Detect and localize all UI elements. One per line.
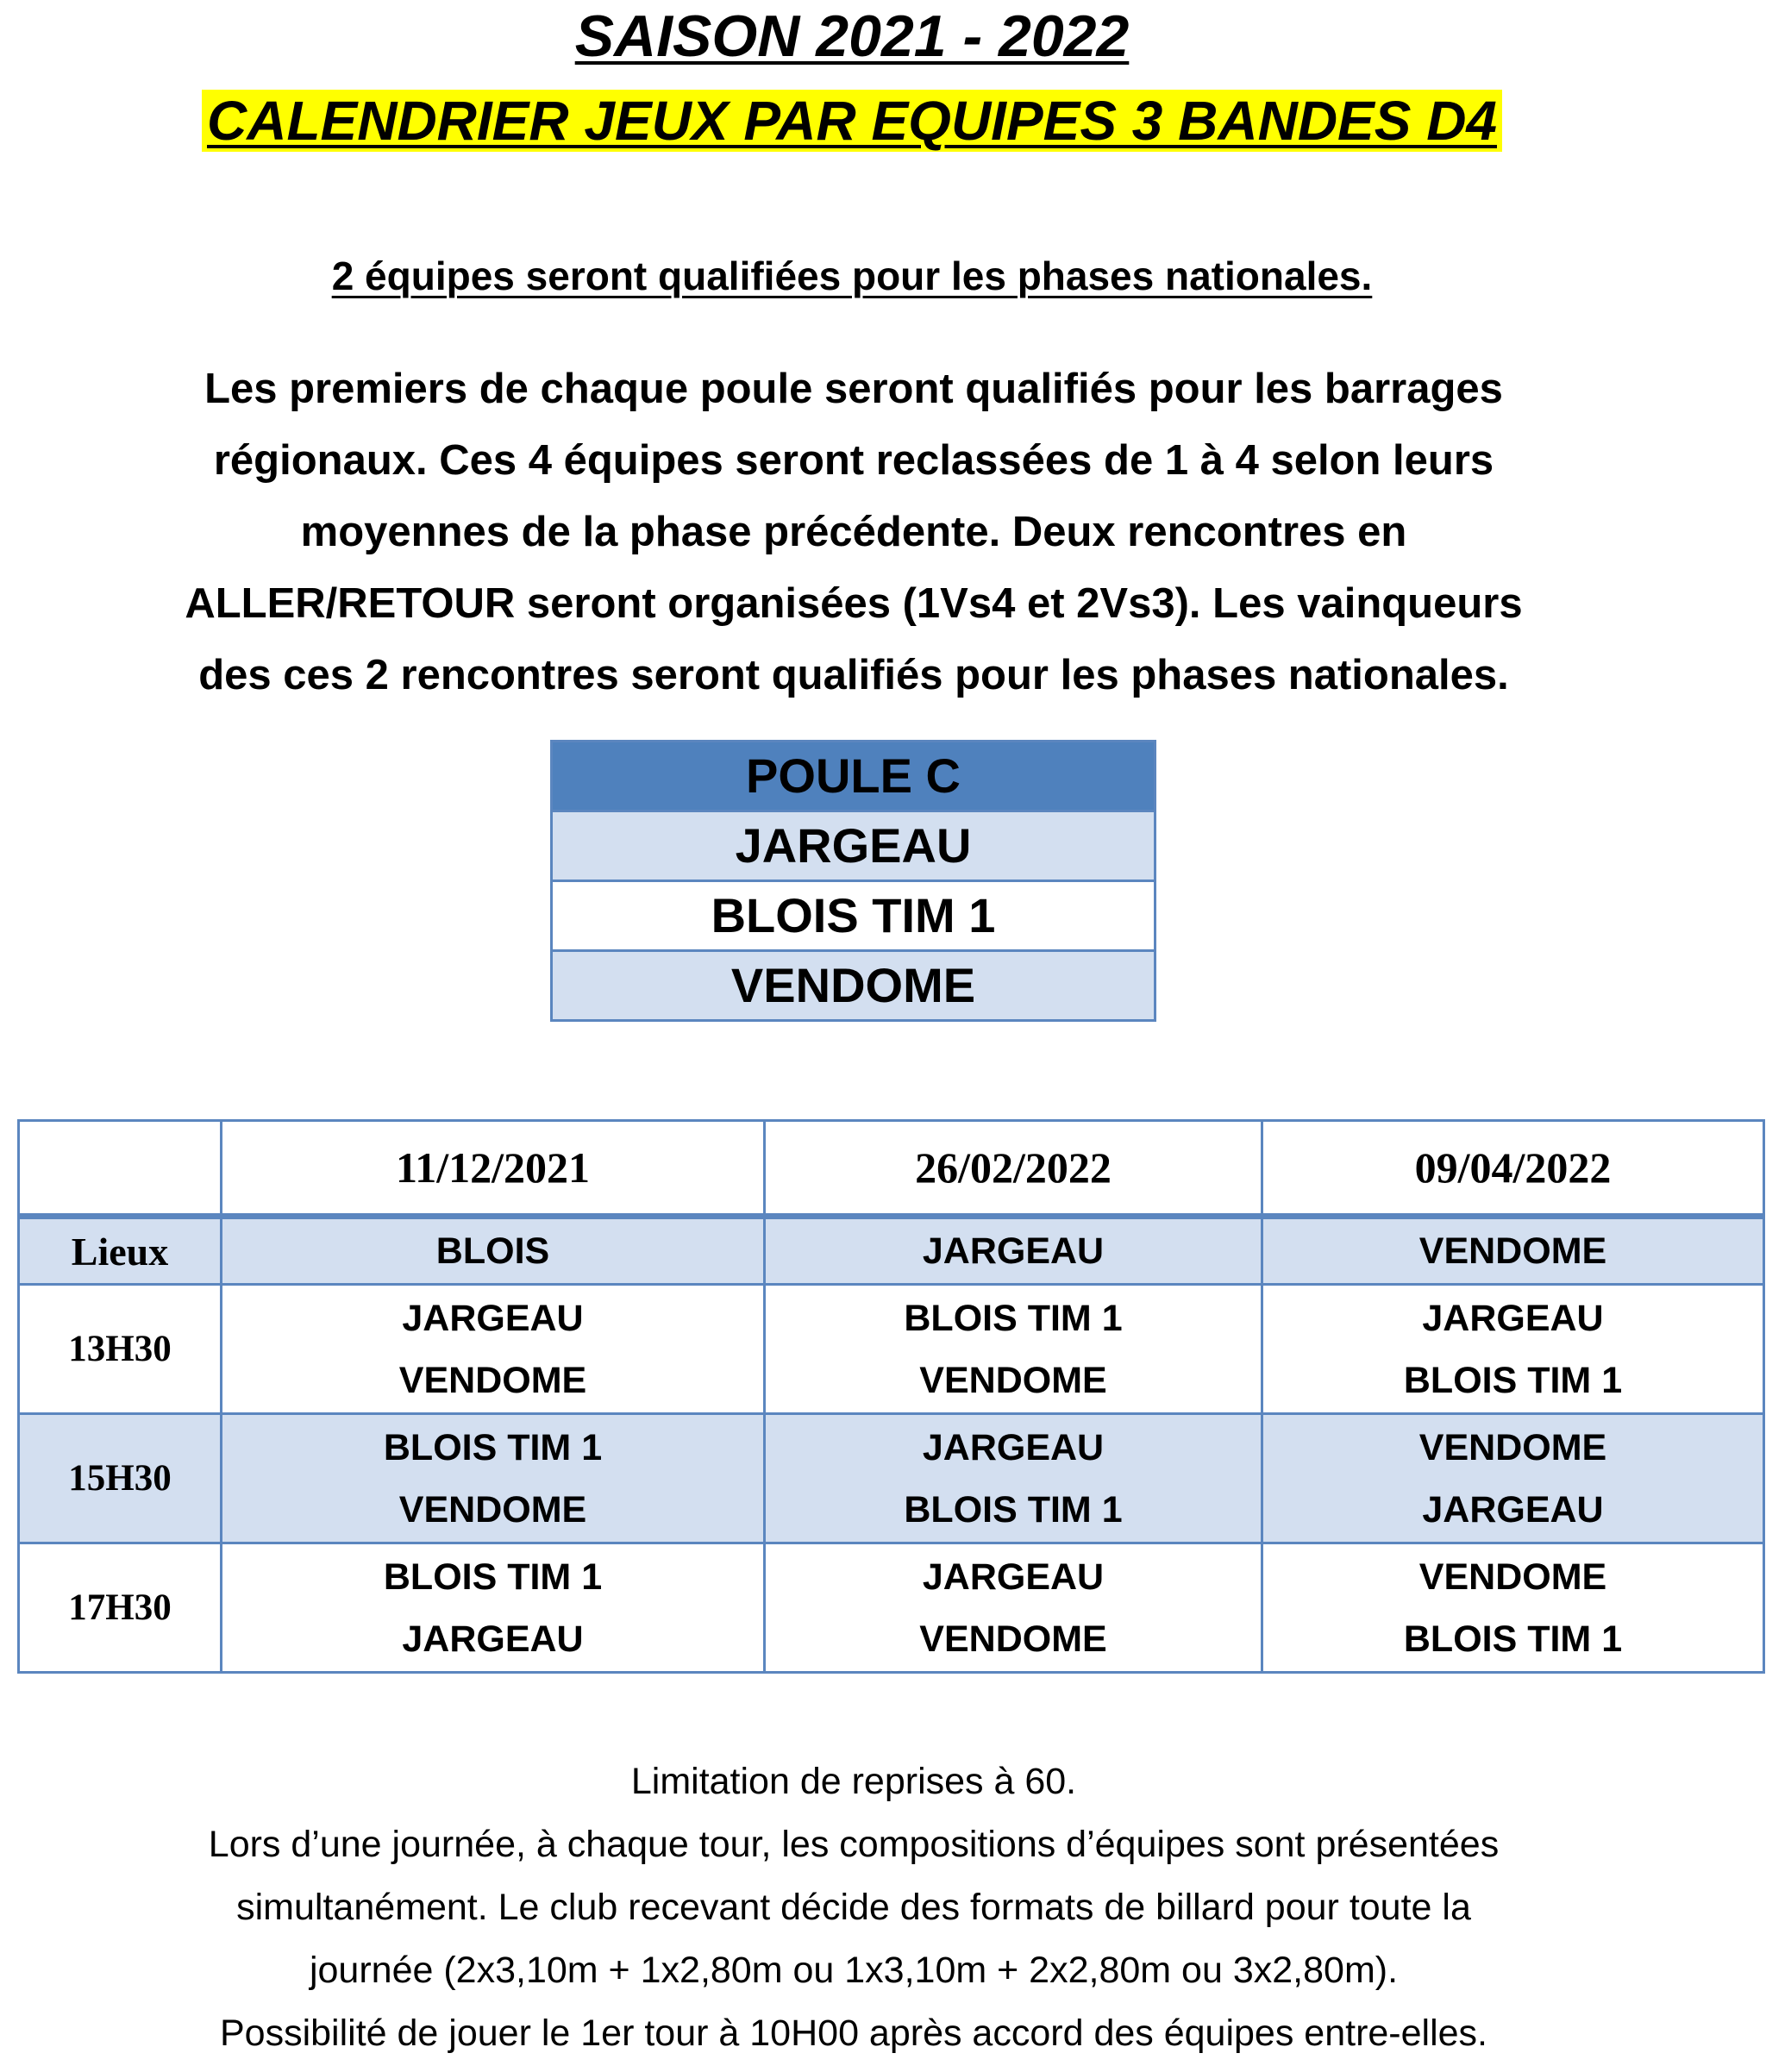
match-cell [765,1543,1262,1673]
match-cell [1262,1543,1764,1673]
intro-line: moyennes de la phase précédente. Deux rencontres en [300,509,1407,555]
note-line: Possibilité de jouer le 1er tour à 10H00 après accord des équipes entre-elles. [219,2013,1488,2054]
lieux-row [19,1217,1764,1285]
note-line: Lors d’une journée, à chaque tour, les compositions d’équipes sont présentées [208,1824,1500,1865]
intro-line: régionaux. Ces 4 équipes seront reclassées de 1 à 4 selon leurs [213,437,1494,484]
match-team: JARGEAU [402,1297,584,1339]
match-team: VENDOME [1418,1556,1607,1598]
lieux-label: Lieux [19,1217,222,1285]
match-team: JARGEAU [1422,1488,1604,1531]
match-cell [1262,1285,1764,1414]
intro-line: ALLER/RETOUR seront organisées (1Vs4 et 2Vs3). Les vainqueurs [185,580,1523,627]
match-cell [1262,1414,1764,1543]
match-team: BLOIS TIM 1 [1403,1618,1623,1660]
note-line: Limitation de reprises à 60. [630,1761,1077,1802]
match-team: VENDOME [919,1359,1107,1401]
match-team: BLOIS TIM 1 [904,1488,1123,1531]
time-cell: 17H30 [19,1543,222,1673]
time-cell: 15H30 [19,1414,222,1543]
poule-table [550,740,1156,1022]
match-team: BLOIS TIM 1 [383,1556,603,1598]
date-cell: 11/12/2021 [222,1121,765,1217]
slot-row-17h30 [19,1543,1764,1673]
season-title: SAISON 2021 - 2022 [574,3,1130,69]
lieu-cell: VENDOME [1262,1217,1764,1285]
schedule-table [17,1119,1765,1674]
match-cell [222,1543,765,1673]
calendar-title: CALENDRIER JEUX PAR EQUIPES 3 BANDES D4 [0,86,1704,155]
empty-corner-cell [19,1121,222,1217]
date-cell: 09/04/2022 [1262,1121,1764,1217]
match-team: VENDOME [398,1359,587,1401]
match-cell [765,1285,1262,1414]
match-cell [765,1414,1262,1543]
match-team: VENDOME [919,1618,1107,1660]
match-cell [222,1414,765,1543]
note-line: journée (2x3,10m + 1x2,80m ou 1x3,10m + 2x2,80m ou 3x2,80m). [309,1950,1399,1991]
match-team: VENDOME [1418,1426,1607,1468]
date-cell: 26/02/2022 [765,1121,1262,1217]
match-team: BLOIS TIM 1 [904,1297,1123,1339]
lieu-cell: JARGEAU [765,1217,1262,1285]
match-team: JARGEAU [1422,1297,1604,1339]
time-cell: 13H30 [19,1285,222,1414]
poule-team: VENDOME [552,951,1155,1021]
note-line: simultanément. Le club recevant décide des formats de billard pour toute la [236,1887,1471,1928]
intro-paragraph [147,354,1561,711]
intro-line: Les premiers de chaque poule seront qualifiés pour les barrages [204,366,1503,412]
qualification-heading: 2 équipes seront qualifiées pour les phases nationales. [331,254,1373,298]
match-team: BLOIS TIM 1 [383,1426,603,1468]
match-team: VENDOME [398,1488,587,1531]
match-team: JARGEAU [402,1618,584,1660]
poule-title: POULE C [552,742,1155,811]
match-cell [222,1285,765,1414]
lieu-cell: BLOIS [222,1217,765,1285]
poule-team: JARGEAU [552,811,1155,881]
slot-row-15h30 [19,1414,1764,1543]
match-team: JARGEAU [922,1426,1105,1468]
slot-row-13h30 [19,1285,1764,1414]
notes-section [86,1750,1621,2065]
poule-team: BLOIS TIM 1 [552,881,1155,951]
match-team: JARGEAU [922,1556,1105,1598]
match-team: BLOIS TIM 1 [1403,1359,1623,1401]
intro-line: des ces 2 rencontres seront qualifiés pour les phases nationales. [198,652,1509,698]
dates-row [19,1121,1764,1217]
